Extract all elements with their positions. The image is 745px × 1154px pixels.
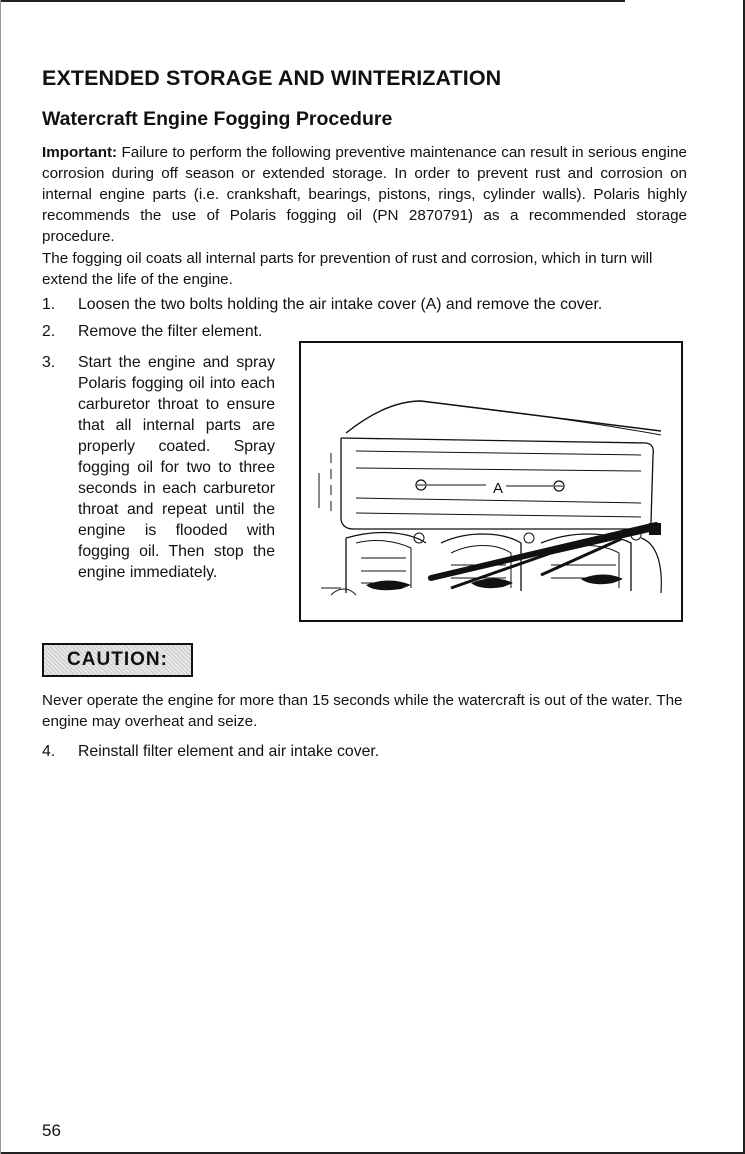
important-label: Important:: [42, 144, 118, 161]
important-paragraph: [42, 142, 687, 247]
step-number: 2.: [42, 323, 56, 340]
left-border-line: [0, 0, 1, 1154]
step-number: 4.: [42, 743, 56, 760]
section-subtitle: Watercraft Engine Fogging Procedure: [42, 108, 393, 130]
engine-illustration: [301, 343, 681, 620]
page-title: EXTENDED STORAGE AND WINTERIZATION: [42, 66, 502, 90]
step-text: Reinstall filter element and air intake cover.: [78, 743, 380, 760]
step-text: Loosen the two bolts holding the air intake cover (A) and remove the cover.: [78, 296, 603, 313]
top-border-line: [0, 0, 625, 2]
step-text: Start the engine and spray Polaris fogging oil into each carburetor throat to ensure that all internal parts are properly coated. Spray fogging oil for two to three seconds in each carburetor throat and repeat until the engine is flooded with fogging oil. Then stop the engine immediately.: [78, 354, 275, 581]
page-number: 56: [42, 1121, 61, 1140]
fogging-oil-paragraph: The fogging oil coats all internal parts for prevention of rust and corrosion, which in turn will extend the life of the engine.: [42, 250, 653, 288]
important-text: Failure to perform the following preventive maintenance can result in serious engine corrosion during off season or extended storage. In order to prevent rust and corrosion on internal engine parts (i.e. crankshaft, bearings, pistons, rings, cylinder walls). Polaris highly recommends the use of Polaris fogging oil (PN 2870791) as a recommended storage procedure.: [42, 144, 687, 245]
step-number: 1.: [42, 296, 56, 313]
caution-paragraph: Never operate the engine for more than 15 seconds while the watercraft is out of the water. The engine may overheat and seize.: [42, 692, 683, 730]
cover-label-a: A: [493, 480, 504, 497]
step-number: 3.: [42, 354, 56, 371]
caution-box: CAUTION:: [42, 643, 193, 677]
step-text: Remove the filter element.: [78, 323, 263, 340]
air-intake-cover-figure: [299, 341, 683, 622]
